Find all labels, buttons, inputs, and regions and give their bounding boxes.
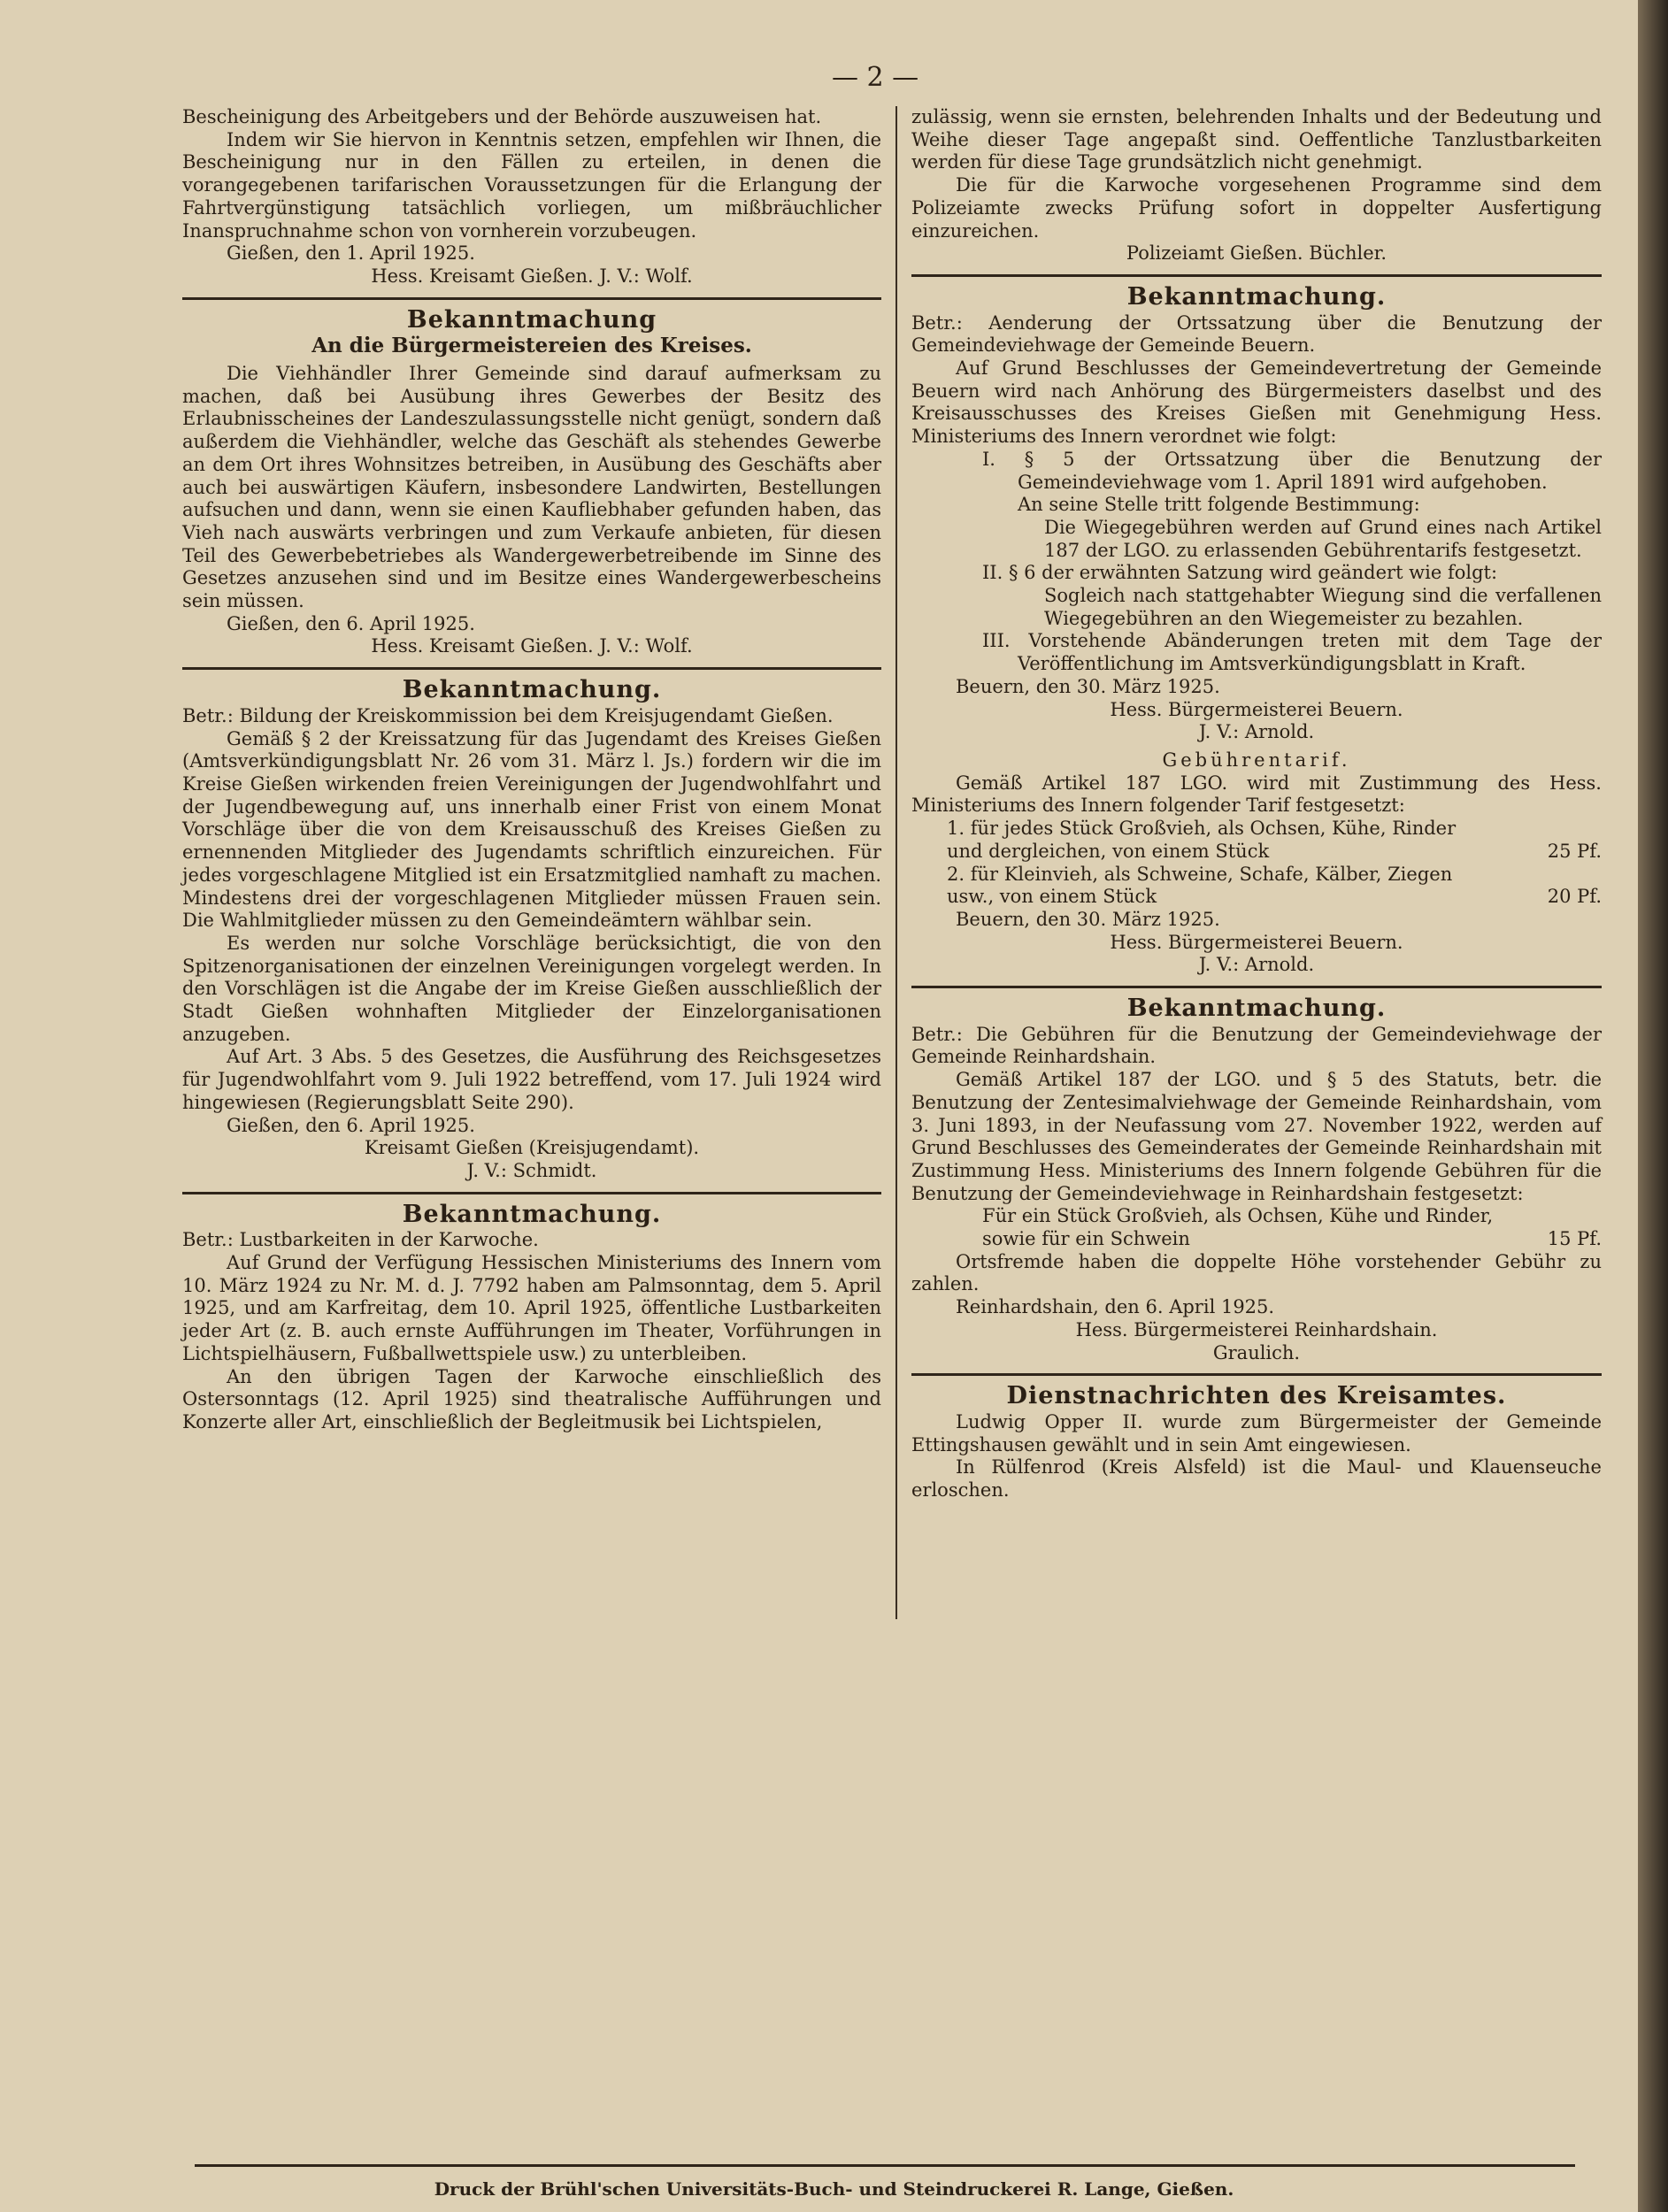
- notice-1-body: Die Viehhändler Ihrer Gemeinde sind darauf aufmerksam zu machen, daß bei Ausübung ihres Gewerbes der Besitz des Erlaubnisscheines der Landeszulassungsstelle nicht genügt, sondern daß außerdem die Viehhändler, welche das Geschäft als stehendes Gewerbe an dem Ort ihres Wohnsitzes betreiben, in Ausübung des Geschäfts aber auch bei auswärtigen Käufern, insbesondere Landwirten, Bestellungen aufsuchen und dann, wenn sie einen Kaufliebhaber gefunden haben, das Vieh nach auswärts verbringen und zum Verkaufe anbieten, für diesen Teil des Gewerbebetriebes als Wandergewerbetreibende im Sinne des Gesetzes anzusehen sind und im Besitze eines Wandergewerbescheins sein müssen.: [182, 363, 881, 612]
- tariff-signature-2: J. V.: Arnold.: [1198, 954, 1315, 976]
- notice-4-item-2b: Sogleich nach stattgehabter Wiegung sind die verfallenen Wiegegebühren an den Wiegemeister zu bezahlen.: [1044, 585, 1602, 629]
- footer-rule: [195, 2164, 1575, 2167]
- notice-2-signature-1: Kreisamt Gießen (Kreisjugendamt).: [364, 1137, 700, 1159]
- notice-4-subject: Betr.: Aenderung der Ortssatzung über die Benutzung der Gemeindeviehwage der Gemeinde Beuern.: [911, 311, 1602, 357]
- notice-6-paragraph-2: In Rülfenrod (Kreis Alsfeld) ist die Maul- und Klauenseuche erloschen.: [911, 1456, 1602, 1502]
- tariff-price-2: 20 Pf.: [1547, 886, 1602, 908]
- tariff-title: Gebührentarif.: [1162, 749, 1351, 771]
- notice-2-subject: Betr.: Bildung der Kreiskommission bei dem Kreisjugendamt Gießen.: [182, 704, 834, 726]
- notice-5-fee-item: Für ein Stück Großvieh, als Ochsen, Kühe und Rinder, sowie für ein Schwein: [982, 1205, 1494, 1250]
- notice-5-date: Reinhardshain, den 6. April 1925.: [956, 1296, 1275, 1318]
- notice-4-item-3: III. Vorstehende Abänderungen treten mit dem Tage der Veröffentlichung im Amtsverkündigungsblatt in Kraft.: [982, 630, 1602, 675]
- column-divider: [895, 106, 897, 1619]
- tariff-price-1: 25 Pf.: [1547, 840, 1602, 862]
- continued-paragraph-2: Die für die Karwoche vorgesehenen Programme sind dem Polizeiamte zwecks Prüfung sofort in doppelter Ausfertigung einzureichen.: [911, 174, 1602, 242]
- notice-5-title: Bekanntmachung.: [1126, 995, 1387, 1023]
- tariff-row-2: [911, 864, 1602, 909]
- notice-5-fee-row: [911, 1205, 1602, 1250]
- section-rule: [911, 274, 1602, 277]
- tariff-item-2: 2. für Kleinvieh, als Schweine, Schafe, Kälber, Ziegen usw., von einem Stück: [947, 863, 1453, 908]
- intro-signature: Hess. Kreisamt Gießen. J. V.: Wolf.: [371, 265, 693, 287]
- tariff-signature-1: Hess. Bürgermeisterei Beuern.: [1110, 931, 1403, 953]
- page-number: — 2 —: [832, 62, 919, 93]
- continued-signature: Polizeiamt Gießen. Büchler.: [1126, 242, 1387, 265]
- notice-4-signature-1: Hess. Bürgermeisterei Beuern.: [1110, 698, 1403, 720]
- notice-5-subject: Betr.: Die Gebühren für die Benutzung der Gemeindeviehwage der Gemeinde Reinhardshain.: [911, 1023, 1602, 1068]
- notice-4-paragraph-1: Auf Grund Beschlusses der Gemeindevertretung der Gemeinde Beuern wird nach Anhörung des Bürgermeisters daselbst und des Kreisausschusses des Kreises Gießen mit Genehmigung Hess. Ministeriums des Innern verordnet wie folgt:: [911, 357, 1602, 448]
- notice-6-paragraph-1: Ludwig Opper II. wurde zum Bürgermeister der Gemeinde Ettingshausen gewählt und in sein Amt eingewiesen.: [911, 1410, 1602, 1455]
- notice-5-paragraph-2: Ortsfremde haben die doppelte Höhe vorstehender Gebühr zu zahlen.: [911, 1250, 1602, 1295]
- notice-1-signature: Hess. Kreisamt Gießen. J. V.: Wolf.: [371, 635, 693, 657]
- tariff-row-1: [911, 818, 1602, 863]
- notice-1-date: Gießen, den 6. April 1925.: [227, 612, 475, 634]
- notice-2-title: Bekanntmachung.: [402, 676, 662, 704]
- intro-paragraph-2: Indem wir Sie hiervon in Kenntnis setzen, empfehlen wir Ihnen, die Bescheinigung nur in den Fällen zu erteilen, in denen die vorangegebenen tarifarischen Voraussetzungen für die Erlangung der Fahrtvergünstigung tatsächlich vorliegen, um mißbräuchlicher Inanspruchnahme schon von vornherein vorzubeugen.: [182, 128, 881, 242]
- notice-4-item-1: I. § 5 der Ortssatzung über die Benutzung der Gemeindeviehwage vom 1. April 1891 wird aufgehoben.: [982, 448, 1602, 493]
- section-rule: [911, 986, 1602, 988]
- intro-paragraph-1: Bescheinigung des Arbeitgebers und der Behörde auszuweisen hat.: [182, 106, 822, 127]
- right-column: [911, 106, 1602, 1502]
- tariff-date: Beuern, den 30. März 1925.: [956, 908, 1220, 930]
- notice-3-paragraph-1: Auf Grund der Verfügung Hessischen Ministeriums des Innern vom 10. März 1924 zu Nr. M. d. J. 7792 haben am Palmsonntag, dem 5. April 1925, und am Karfreitag, dem 10. April 1925, öffentliche Lustbarkeiten jeder Art (z. B. auch ernste Aufführungen im Theater, Vorführungen in Lichtspielhäusern, Fußballwettspiele usw.) zu unterbleiben.: [182, 1252, 881, 1364]
- notice-3-subject: Betr.: Lustbarkeiten in der Karwoche.: [182, 1229, 539, 1251]
- page-edge-shadow: [1638, 0, 1668, 2212]
- tariff-item-1: 1. für jedes Stück Großvieh, als Ochsen, Kühe, Rinder und dergleichen, von einem Stück: [947, 818, 1457, 862]
- notice-6-title: Dienstnachrichten des Kreisamtes.: [1006, 1382, 1507, 1410]
- left-column: [182, 106, 881, 1434]
- section-rule: [911, 1373, 1602, 1376]
- section-rule: [182, 1192, 881, 1194]
- notice-5-signature-2: Graulich.: [1212, 1341, 1301, 1363]
- notice-5-paragraph-1: Gemäß Artikel 187 der LGO. und § 5 des Statuts, betr. die Benutzung der Zentesimalviehwage der Gemeinde Reinhardshain, vom 3. Juni 1893, in der Neufassung vom 27. November 1922, werden auf Grund Beschlusses des Gemeinderates der Gemeinde Reinhardshain mit Zustimmung Hess. Ministeriums des Innern folgende Gebühren für die Benutzung der Gemeindeviehwage in Reinhardshain festgesetzt:: [911, 1069, 1602, 1204]
- notice-4-date: Beuern, den 30. März 1925.: [956, 675, 1220, 697]
- notice-2-paragraph-2: Es werden nur solche Vorschläge berücksichtigt, die von den Spitzenorganisationen der einzelnen Vereinigungen vorgelegt werden. In den Vorschlägen ist die Angabe der im Kreise Gießen ausschließlich der Stadt Gießen wohnhaften Mitglieder der Einzelorganisationen anzugeben.: [182, 932, 881, 1045]
- notice-2-date: Gießen, den 6. April 1925.: [227, 1114, 475, 1136]
- notice-4-title: Bekanntmachung.: [1126, 282, 1387, 311]
- notice-1-subtitle: An die Bürgermeistereien des Kreises.: [311, 334, 752, 358]
- intro-date: Gießen, den 1. April 1925.: [227, 242, 475, 265]
- notice-2-signature-2: J. V.: Schmidt.: [466, 1159, 597, 1181]
- continued-paragraph-1: zulässig, wenn sie ernsten, belehrenden Inhalts und der Bedeutung und Weihe dieser Tage angepaßt sind. Oeffentliche Tanzlustbarkeiten werden für diese Tage grundsätzlich nicht genehmigt.: [911, 106, 1602, 173]
- notice-5-signature-1: Hess. Bürgermeisterei Reinhardshain.: [1075, 1318, 1438, 1340]
- notice-4-signature-2: J. V.: Arnold.: [1198, 721, 1315, 743]
- notice-2-paragraph-1: Gemäß § 2 der Kreissatzung für das Jugendamt des Kreises Gießen (Amtsverkündigungsblatt Nr. 26 vom 31. März l. Js.) fordern wir die im Kreise Gießen wirkenden freien Vereinigungen der Jugendwohlfahrt und der Jugendbewegung auf, uns innerhalb einer Frist von einem Monat Vorschläge über die von dem Kreisausschuß des Kreises Gießen zu ernennenden Mitglieder des Jugendamts schriftlich einzureichen. Für jedes vorgeschlagene Mitglied ist ein Ersatzmitglied namhaft zu machen. Mindestens drei der vorgeschlagenen Mitglieder müssen Frauen sein. Die Wahlmitglieder müssen zu den Gemeindeämtern wählbar sein.: [182, 727, 881, 932]
- notice-4-item-2: II. § 6 der erwähnten Satzung wird geändert wie folgt:: [982, 562, 1498, 584]
- tariff-intro: Gemäß Artikel 187 LGO. wird mit Zustimmung des Hess. Ministeriums des Innern folgender Tarif festgesetzt:: [911, 772, 1602, 817]
- notice-4-item-1b: An seine Stelle tritt folgende Bestimmung:: [1018, 494, 1420, 516]
- notice-3-title: Bekanntmachung.: [402, 1200, 662, 1228]
- printer-imprint: Druck der Brühl'schen Universitäts-Buch- und Steindruckerei R. Lange, Gießen.: [434, 2178, 1234, 2200]
- section-rule: [182, 297, 881, 300]
- notice-1-title: Bekanntmachung: [406, 305, 657, 334]
- notice-5-fee-price: 15 Pf.: [1547, 1228, 1602, 1250]
- notice-3-paragraph-2: An den übrigen Tagen der Karwoche einschließlich des Ostersonntags (12. April 1925) sind theatralische Aufführungen und Konzerte aller Art, einschließlich der Begleitmusik bei Lichtspielen,: [182, 1365, 881, 1432]
- notice-4-item-1c: Die Wiegegebühren werden auf Grund eines nach Artikel 187 der LGO. zu erlassenden Gebührentarifs festgesetzt.: [1044, 516, 1602, 561]
- section-rule: [182, 667, 881, 670]
- notice-2-paragraph-3: Auf Art. 3 Abs. 5 des Gesetzes, die Ausführung des Reichsgesetzes für Jugendwohlfahrt vom 9. Juli 1922 betreffend, vom 17. Juli 1924 wird hingewiesen (Regierungsblatt Seite 290).: [182, 1046, 881, 1113]
